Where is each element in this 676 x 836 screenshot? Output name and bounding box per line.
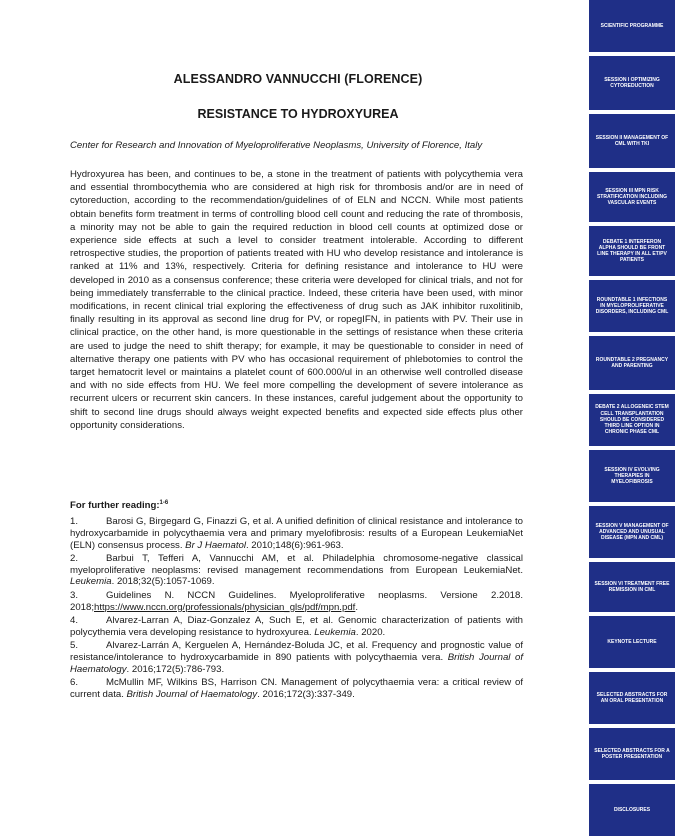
sidebar-nav-label: SELECTED ABSTRACTS FOR A POSTER PRESENTATION <box>594 747 670 760</box>
reference-number: 5. <box>70 639 79 651</box>
sidebar-nav-label: SESSION I OPTIMIZING CYTOREDUCTION <box>604 76 660 89</box>
page-title: RESISTANCE TO HYDROXYUREA <box>197 107 399 121</box>
sidebar-nav-item[interactable] <box>589 114 675 168</box>
reference-journal: Br J Haematol <box>185 539 246 551</box>
reference-citation: . 2010;148(6):961-963. <box>245 539 344 551</box>
sidebar-nav-item[interactable] <box>589 172 675 222</box>
reference-item <box>70 640 523 675</box>
reference-number: 3. <box>70 589 79 601</box>
further-reading-sup: 1-6 <box>159 500 169 506</box>
sidebar-nav-label: DEBATE 1 INTERFERON ALPHA SHOULD BE FRONT LINE THERAPY IN ALL ET/PV PATIENTS <box>597 238 667 264</box>
sidebar-nav-item[interactable] <box>589 394 675 446</box>
sidebar-nav-label: DEBATE 2 ALLOGENEIC STEM CELL TRANSPLANTATION SHOULD BE CONSIDERED THIRD LINE OPTION IN CHRONIC PHASE CML <box>595 404 669 436</box>
reference-journal: Leukemia <box>70 576 112 588</box>
reference-journal: British Journal of Haematology <box>126 688 258 700</box>
sidebar-nav-item[interactable] <box>589 728 675 780</box>
reference-text: Guidelines N. NCCN Guidelines. Myeloproliferative neoplasms. Versione 2.2018. 2018; <box>70 589 523 613</box>
sidebar-nav-item[interactable] <box>589 226 675 276</box>
reference-journal: Leukemia <box>314 626 356 638</box>
reference-item <box>70 590 523 614</box>
reference-number: 1. <box>70 516 79 527</box>
sidebar-nav-item[interactable] <box>589 56 675 110</box>
sidebar-nav-item[interactable] <box>589 336 675 390</box>
sidebar-nav-label: SELECTED ABSTRACTS FOR AN ORAL PRESENTATION <box>596 691 668 704</box>
reference-number: 2. <box>70 552 79 564</box>
reference-citation: . 2020. <box>355 626 386 638</box>
reference-text: Alvarez-Larrán A, Kerguelen A, Hernández-Boluda JC, et al. Frequency and prognostic value of resistance/intolerance to hydroxycarbamide in 890 patients with polycythaemia vera. <box>70 639 523 663</box>
sidebar-nav-item[interactable] <box>589 450 675 502</box>
reference-citation: . 2016;172(5):786-793. <box>126 663 225 675</box>
reference-text: McMullin MF, Wilkins BS, Harrison CN. Management of polycythaemia vera: a critical review of current data. <box>70 676 523 700</box>
sidebar-nav-label: SESSION VI TREATMENT FREE REMISSION IN CML <box>594 580 670 593</box>
author-heading: ALESSANDRO VANNUCCHI (FLORENCE) <box>173 72 423 86</box>
reference-item <box>70 677 523 701</box>
sidebar-nav-item[interactable] <box>589 616 675 668</box>
reference-journal: British Journal of Haematology <box>70 651 523 675</box>
sidebar-nav-item[interactable] <box>589 506 675 558</box>
reference-citation: . <box>355 601 358 613</box>
sidebar-nav-label: SESSION III MPN RISK STRATIFICATION INCLUDING VASCULAR EVENTS <box>596 187 668 207</box>
sidebar-nav-item[interactable] <box>589 562 675 612</box>
reference-link[interactable]: https://www.nccn.org/professionals/physician_gls/pdf/mpn.pdf <box>94 601 356 613</box>
reference-number: 6. <box>70 676 79 688</box>
further-reading-heading <box>70 500 168 511</box>
sidebar-nav-label: SESSION V MANAGEMENT OF ADVANCED AND UNUSUAL DISEASE (MPN AND CML) <box>595 522 669 542</box>
sidebar-nav-label: ROUNDTABLE 2 PREGNANCY AND PARENTING <box>595 356 669 369</box>
reference-list <box>70 516 523 702</box>
sidebar-nav-label: KEYNOTE LECTURE <box>607 638 657 645</box>
reference-item <box>70 553 523 588</box>
reference-item <box>70 615 523 639</box>
reference-item <box>70 516 523 551</box>
sidebar-nav-label: DISCLOSURES <box>613 806 651 813</box>
abstract-body: Hydroxyurea has been, and continues to be, a stone in the treatment of patients with polycythemia vera and essential thrombocythemia who are considered at high risk for thrombosis and/or are in need of cytoreduction, according to the recommendation/guidelines of of ELN and NCCN. While most patients obtain benefits form treatment in terms of controlling blood cell count and reducing the rate of thrombosis, a minority may not be able to gain the required reduction in blood cell counts at optimized dose or experience side effects at such a level to consider treatment intolerable. According to different retrospective studies, the proportion of patients treated with HU who develop resistance and intolerance is ranked at 11% and 13%, respectively. Criteria for defining resistance and intolerance to HU were developed in 2010 as a consensus conference; these criteria were developed for clinical trials, and not for being immediately transferrable to the clinical practice. Indeed, these criteria have been used, with minor modifications, in recent clinical trial exploring the effectiveness of drug such as JAK inhibitor ruxolitinib, finally resulting in its approval as second line drug for PV, or ropegIFN, in patients with PV. Their use in clinical practice, on the other hand, is more questionable in the settings of resistance when these criteria are used to judge the need to shift therapy; for example, it may be questionable to consider in need of alternative therapy one patients with PV who has occasional requirement of phlebotomies to control the target hematocrit level or maintains a platelet count of 600.000/ul in an otherwise well controlled disease and with no side effects from HU. We feel more compelling the development of severe intolerance as recurrent ulcers or recurrent skin cancers. In these instances, careful judgement about the opportunity to shift to second line drugs should always weight expected benefits and expected side effects plus other opportunity considerations. <box>70 169 523 431</box>
affiliation: Center for Research and Innovation of Myeloproliferative Neoplasms, University of Florence, Italy <box>70 140 483 151</box>
reference-number: 4. <box>70 614 79 626</box>
sidebar-nav-item[interactable] <box>589 280 675 332</box>
sidebar-nav-label: ROUNDTABLE 1 INFECTIONS IN MYELOPROLIFERATIVE DISORDERS, INCLUDING CML <box>595 296 669 316</box>
sidebar-nav-item[interactable] <box>589 0 675 52</box>
reference-text: Barosi G, Birgegard G, Finazzi G, et al. A unified definition of clinical resistance and intolerance to hydroxycarbamide in polycythaemia vera and primary myelofibrosis: results of a European LeukemiaNet (ELN) consensus process. <box>70 516 523 551</box>
reference-citation: . 2018;32(5):1057-1069. <box>111 576 215 588</box>
sidebar-nav-label: SESSION IV EVOLVING THERAPIES IN MYELOFIBROSIS <box>604 466 660 486</box>
reference-text: Alvarez-Larran A, Diaz-Gonzalez A, Such E, et al. Genomic characterization of patients with polycythemia vera developing resistance to hydroxyurea. <box>70 614 523 638</box>
further-reading-title: For further reading: <box>70 500 160 512</box>
sidebar-nav-label: SESSION II MANAGEMENT OF CML WITH TKI <box>595 134 669 147</box>
reference-text: Barbui T, Tefferi A, Vannucchi AM, et al. Philadelphia chromosome-negative classical myeloproliferative neoplasms: revised management recommendations from European LeukemiaNet. <box>70 552 523 576</box>
sidebar-nav-item[interactable] <box>589 672 675 724</box>
reference-citation: . 2016;172(3):337-349. <box>257 688 355 700</box>
section-navigation-sidebar <box>589 0 676 836</box>
sidebar-nav-item[interactable] <box>589 784 675 836</box>
sidebar-nav-label: SCIENTIFIC PROGRAMME <box>600 22 664 29</box>
